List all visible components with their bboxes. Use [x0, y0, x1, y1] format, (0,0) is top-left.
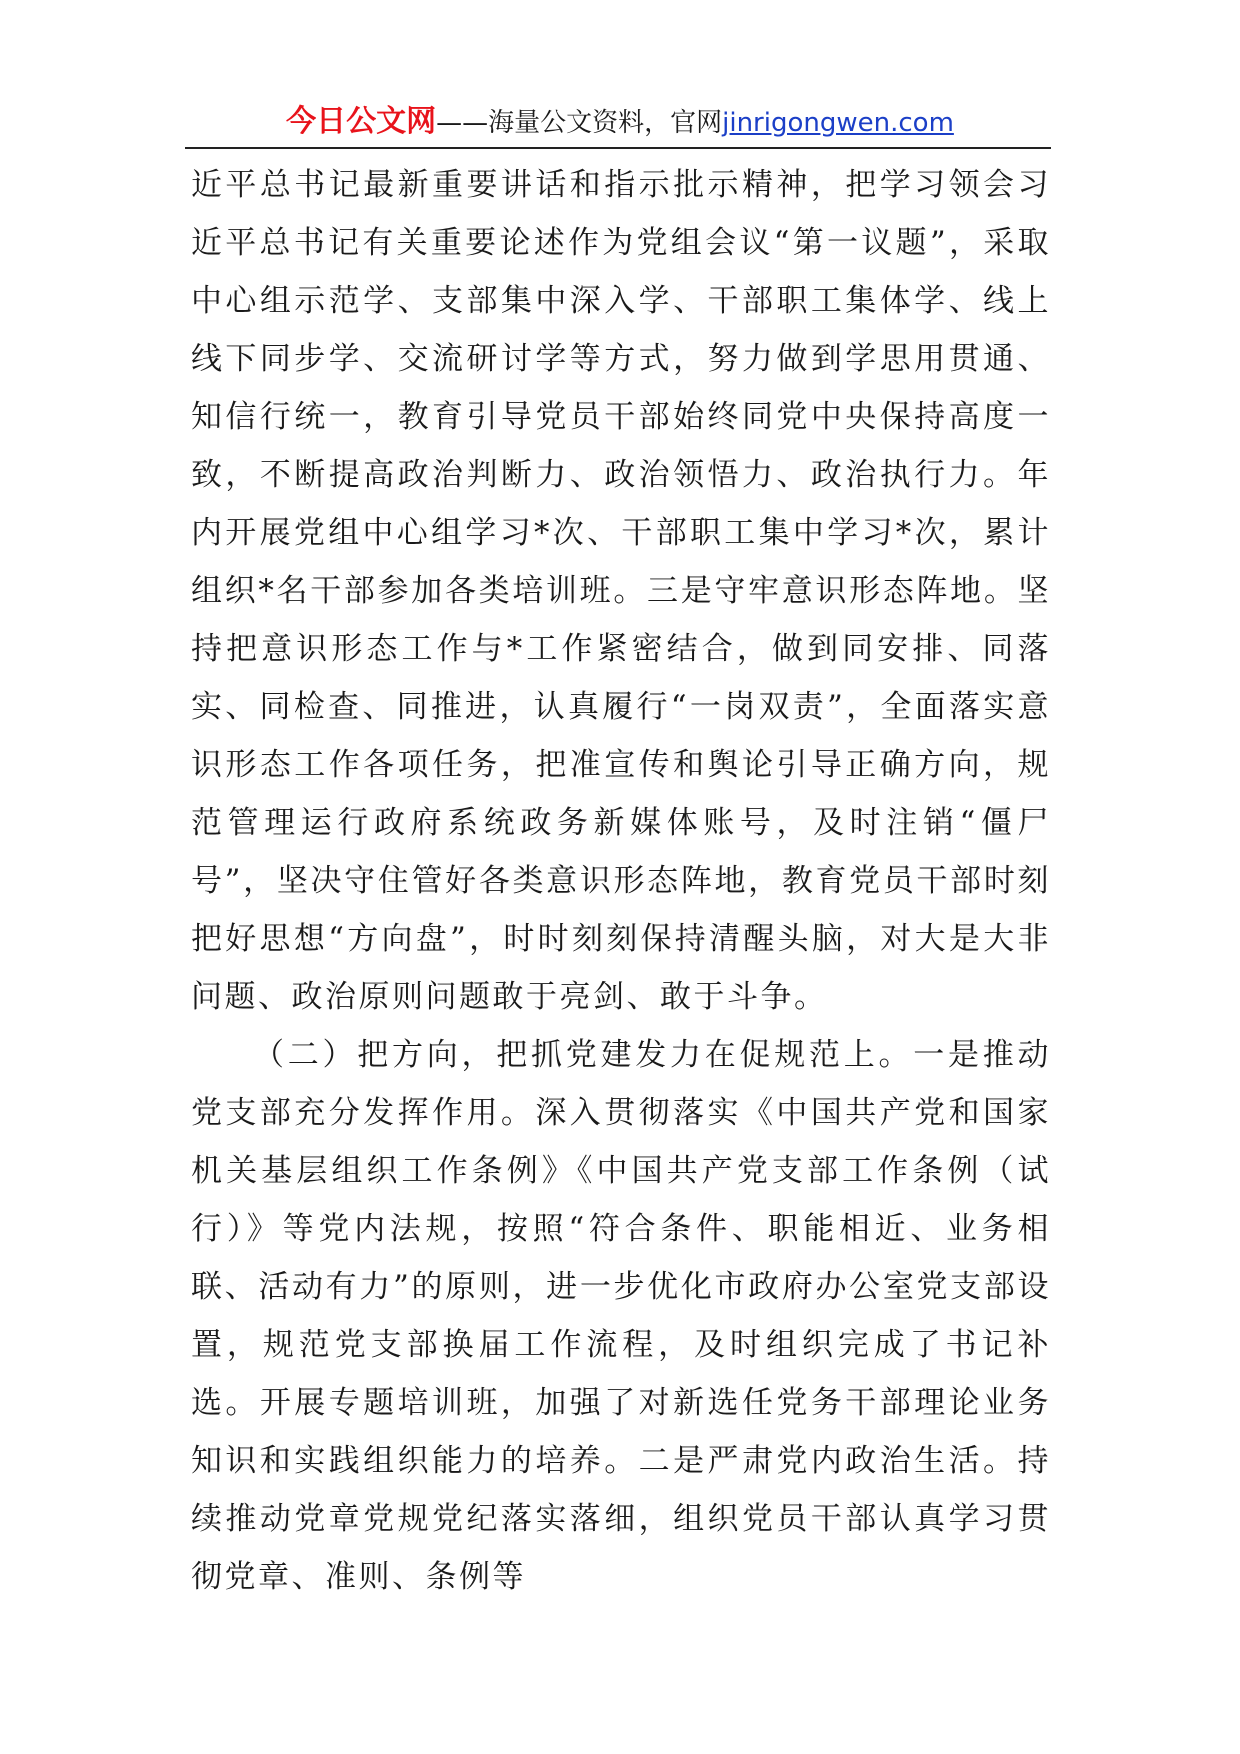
site-brand: 今日公文网	[286, 104, 437, 139]
document-body	[191, 156, 1051, 1606]
header-divider	[185, 147, 1051, 149]
page-header	[0, 104, 1240, 141]
body-paragraph: （二）把方向，把抓党建发力在促规范上。一是推动党支部充分发挥作用。深入贯彻落实《中国共产党和国家机关基层组织工作条例》《中国共产党支部工作条例（试行）》等党内法规，按照“符合条件、职能相近、业务相联、活动有力”的原则，进一步优化市政府办公室党支部设置，规范党支部换届工作流程，及时组织完成了书记补选。开展专题培训班，加强了对新选任党务干部理论业务知识和实践组织能力的培养。二是严肃党内政治生活。持续推动党章党规党纪落实落细，组织党员干部认真学习贯彻党章、准则、条例等	[191, 1037, 1051, 1595]
header-tagline: ——海量公文资料，官网	[436, 108, 723, 138]
body-paragraph: 近平总书记最新重要讲话和指示批示精神，把学习领会习近平总书记有关重要论述作为党组会议“第一议题”，采取中心组示范学、支部集中深入学、干部职工集体学、线上线下同步学、交流研讨学等方式，努力做到学思用贯通、知信行统一，教育引导党员干部始终同党中央保持高度一致，不断提高政治判断力、政治领悟力、政治执行力。年内开展党组中心组学习*次、干部职工集中学习*次，累计组织*名干部参加各类培训班。三是守牢意识形态阵地。坚持把意识形态工作与*工作紧密结合，做到同安排、同落实、同检查、同推进，认真履行“一岗双责”，全面落实意识形态工作各项任务，把准宣传和舆论引导正确方向，规范管理运行政府系统政务新媒体账号，及时注销“僵尸号”，坚决守住管好各类意识形态阵地，教育党员干部时刻把好思想“方向盘”，时时刻刻保持清醒头脑，对大是大非问题、政治原则问题敢于亮剑、敢于斗争。	[191, 167, 1051, 1015]
site-link[interactable]: jinrigongwen.com	[722, 108, 954, 138]
